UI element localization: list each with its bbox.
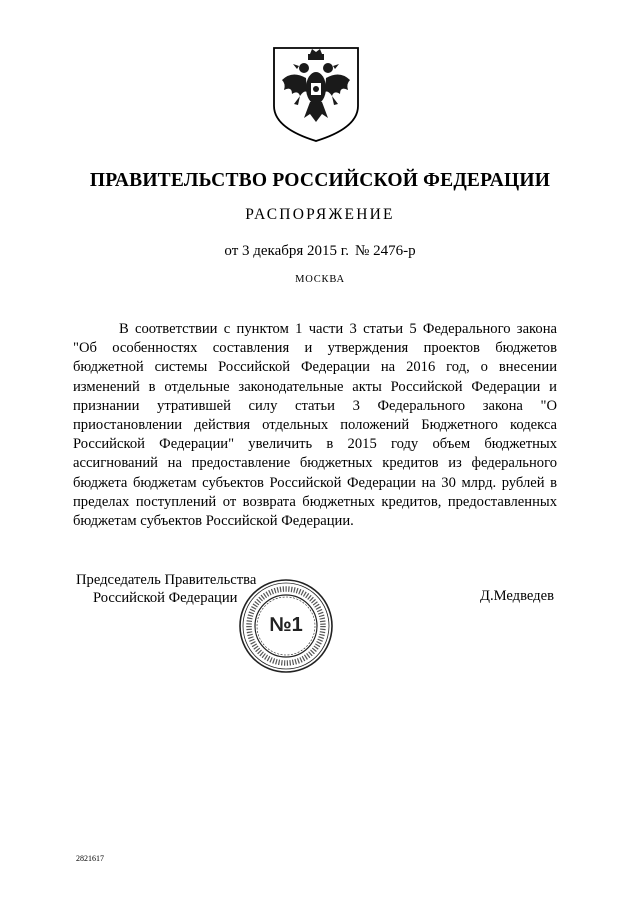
- official-seal: [238, 578, 334, 674]
- coat-of-arms-icon: [270, 44, 362, 144]
- document-code: 2821617: [76, 854, 104, 863]
- position-line-1: Председатель Правительства: [76, 572, 257, 588]
- body-paragraph: В соответствии с пунктом 1 части 3 статьи 5 Федерального закона "Об особенностях составления и утверждения проектов бюджетов бюджетной системы Российской Федерации на 2016 год, о внесении изменений в отдельные законодательные акты Российской Федерации и признании утратившей силу статьи 3 Федерального закона "О приостановлении действия отдельных положений Бюджетного кодекса Российской Федерации" увеличить в 2015 году объем бюджетных ассигнований на предоставление бюджетных кредитов из федерального бюджета бюджетам субъектов Российской Федерации на 30 млрд. рублей в пределах поступлений от возврата бюджетных кредитов, предоставленных бюджетам субъектов Российской Федерации.: [73, 321, 557, 530]
- signatory-name: Д.Медведев: [480, 588, 554, 604]
- document-city: МОСКВА: [295, 274, 345, 285]
- signatory-position: [76, 571, 256, 607]
- seal-number: №1: [269, 614, 303, 636]
- document-type: РАСПОРЯЖЕНИЕ: [245, 206, 395, 223]
- position-line-2: Российской Федерации: [93, 590, 238, 606]
- government-title: ПРАВИТЕЛЬСТВО РОССИЙСКОЙ ФЕДЕРАЦИИ: [89, 170, 551, 191]
- document-body: [73, 320, 557, 531]
- document-date: от 3 декабря 2015 г.: [224, 243, 350, 259]
- document-date-line: [0, 243, 640, 260]
- document-number: № 2476-р: [355, 243, 416, 259]
